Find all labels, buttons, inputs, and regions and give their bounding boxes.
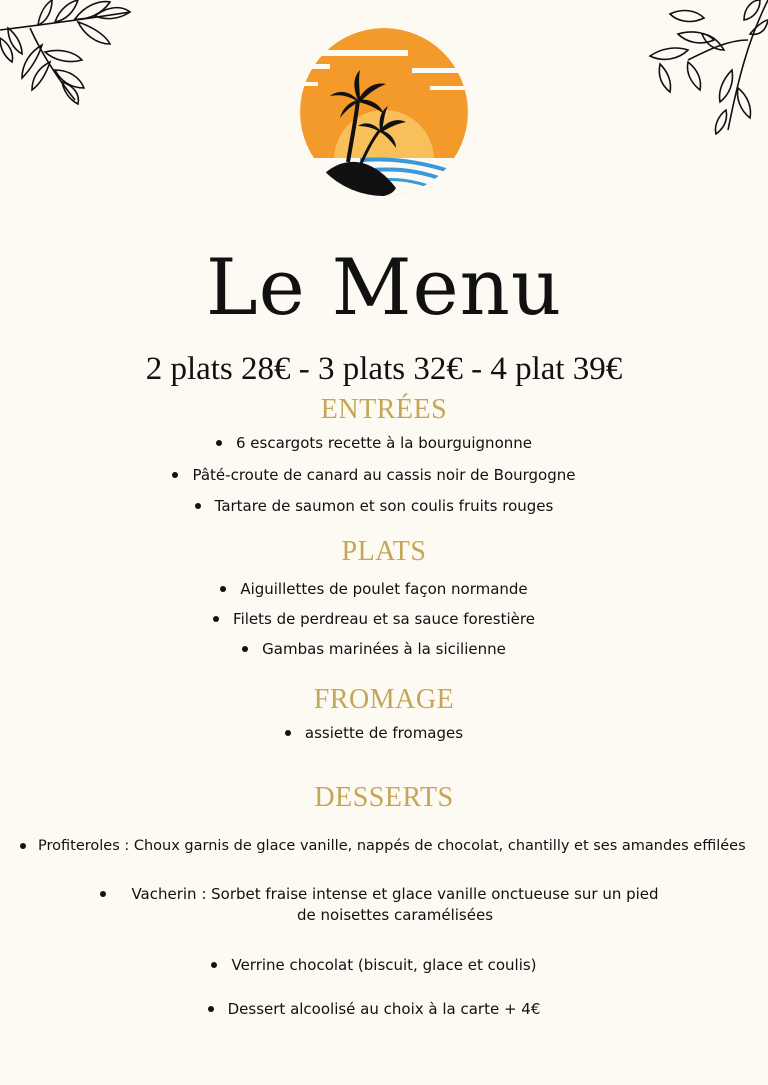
menu-item: Filets de perdreau et sa sauce forestière xyxy=(233,610,535,628)
page-title: Le Menu xyxy=(205,243,563,333)
section-heading-desserts: DESSERTS xyxy=(314,782,454,813)
menu-item: Dessert alcoolisé au choix à la carte + 4€ xyxy=(227,1000,541,1018)
section-heading-plats: PLATS xyxy=(341,536,427,567)
leaf-branch-right-icon xyxy=(648,0,768,135)
menu-item: Verrine chocolat (biscuit, glace et coulis) xyxy=(231,956,537,974)
menu-item: 6 escargots recette à la bourguignonne xyxy=(235,434,532,452)
menu-item: Tartare de saumon et son coulis fruits rouges xyxy=(214,497,554,515)
menu-item: assiette de fromages xyxy=(304,724,464,742)
bullet xyxy=(100,891,106,897)
price-formulas: 2 plats 28€ - 3 plats 32€ - 4 plat 39€ xyxy=(145,351,623,387)
menu-item: Pâté-croute de canard au cassis noir de Bourgogne xyxy=(192,466,576,484)
section-heading-entrees: ENTRÉES xyxy=(320,394,448,425)
palm-sunset-logo xyxy=(300,28,468,196)
menu-item: Gambas marinées à la sicilienne xyxy=(262,640,506,658)
section-heading-fromage: FROMAGE xyxy=(313,684,455,715)
menu-item: Profiteroles : Choux garnis de glace vanille, nappés de chocolat, chantilly et ses amandes effilées xyxy=(38,838,746,854)
menu-item: Vacherin : Sorbet fraise intense et glace vanille onctueuse sur un pied de noisettes caramélisées xyxy=(131,885,659,924)
menu-item: Aiguillettes de poulet façon normande xyxy=(240,580,528,598)
leaf-branch-left-icon xyxy=(0,0,140,110)
